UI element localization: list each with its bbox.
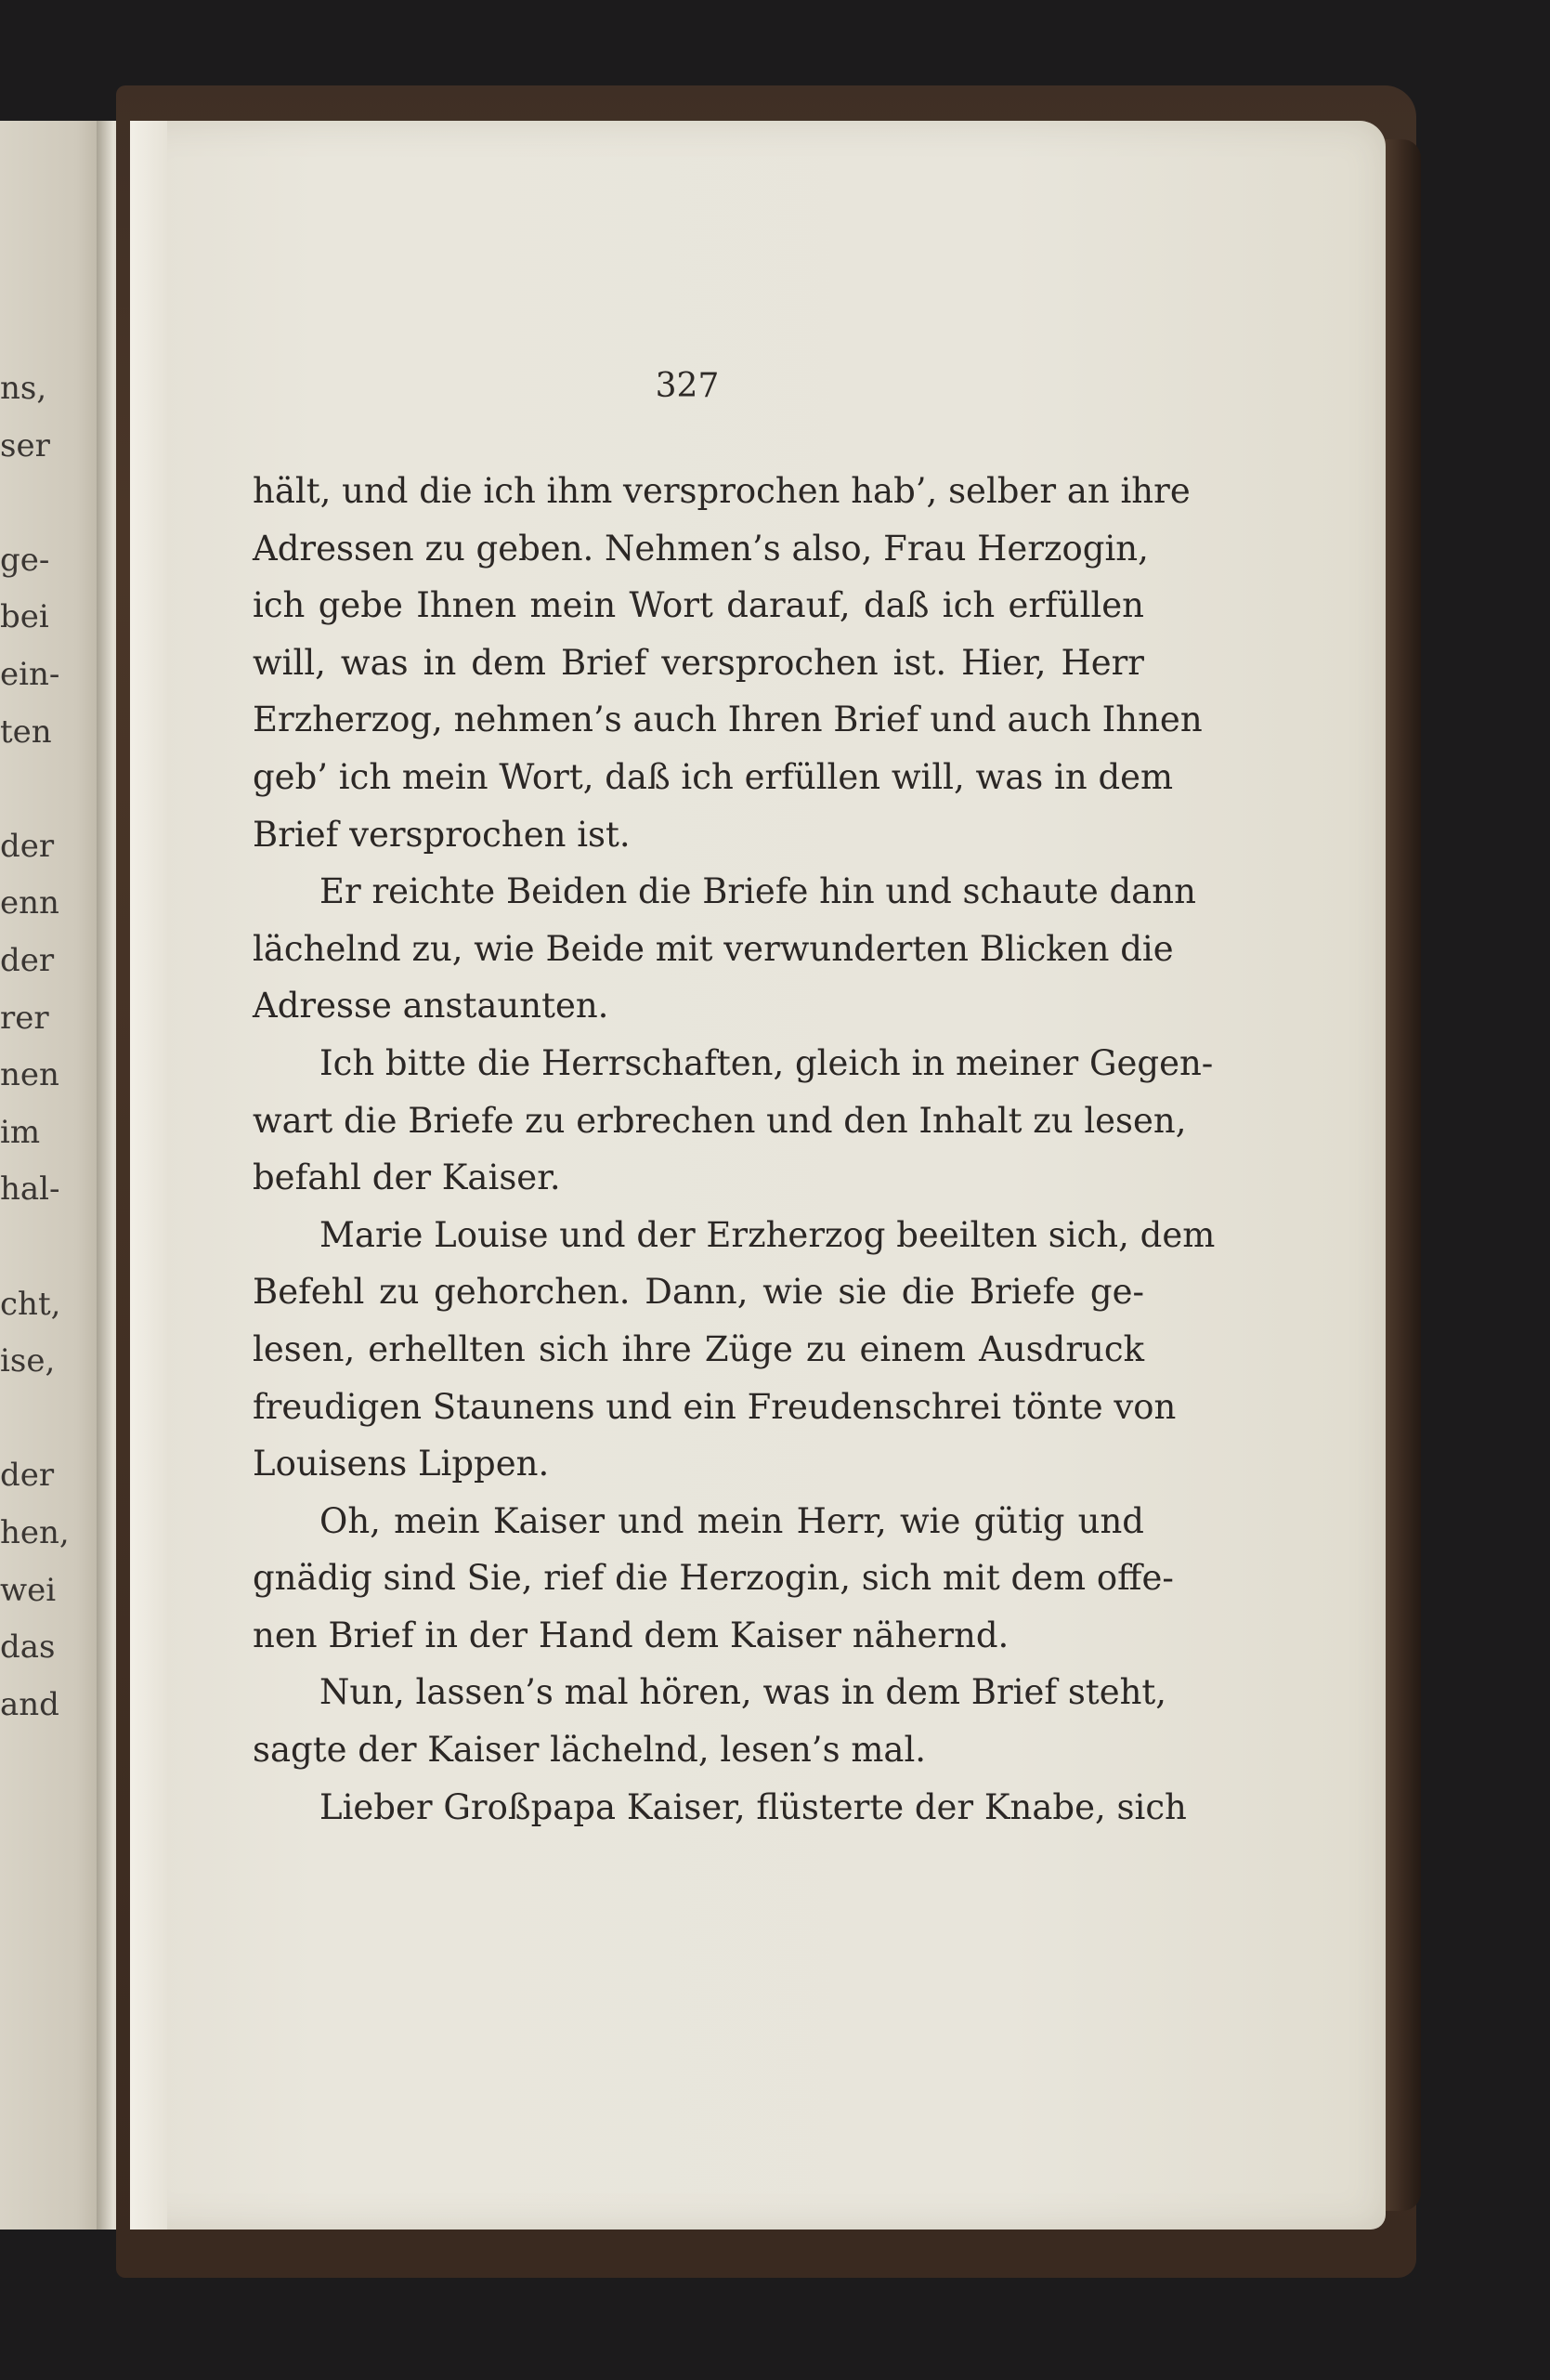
left-page-fragment: and [0,1685,59,1723]
left-page-fragment: ser [0,426,50,464]
text-line: Lieber Großpapa Kaiser, flüsterte der Knabe, sich [319,1786,1187,1827]
left-page-fragment: der [0,942,55,979]
page-inner-edge [130,121,167,2230]
text-line: Erzherzog, nehmen’s auch Ihren Brief und auch Ihnen [253,700,1203,740]
text-line: Befehl zu gehorchen. Dann, wie sie die Briefe ge- [253,1272,1144,1313]
text-line: Marie Louise und der Erzherzog beeilten sich, dem [319,1214,1216,1255]
text-line: lesen, erhellten sich ihre Züge zu einem Ausdruck [253,1328,1144,1369]
text-line: Adresse anstaunten. [253,986,609,1027]
left-page-fragment: ein- [0,656,60,693]
text-line: ich gebe Ihnen mein Wort darauf, daß ich erfüllen [253,585,1144,626]
text-line: hält, und die ich ihm versprochen hab’, selber an ihre [253,471,1191,511]
text-line: Adressen zu geben. Nehmen’s also, Frau Herzogin, [253,528,1149,569]
left-page-fragment: nen [0,1056,59,1094]
text-line: Brief versprochen ist. [253,814,631,855]
text-line: wart die Briefe zu erbrechen und den Inhalt zu lesen, [253,1100,1187,1141]
left-page-fragment: das [0,1628,56,1667]
text-line: nen Brief in der Hand dem Kaiser nähernd. [253,1615,1009,1655]
left-page-fragment: ise, [0,1342,56,1380]
left-page-fragment: der [0,1457,55,1495]
left-page-fragment: ten [0,713,52,751]
text-line: lächelnd zu, wie Beide mit verwunderten Blicken die [253,928,1174,969]
text-line: Er reichte Beiden die Briefe hin und schaute dann [319,871,1196,912]
left-page-fragment: rer [0,999,49,1037]
text-line: sagte der Kaiser lächelnd, lesen’s mal. [253,1730,927,1771]
left-page-fragment: ns, [0,370,47,407]
page-text [253,463,1216,1836]
left-facing-page [0,121,110,2230]
left-page-fragment: wei [0,1571,57,1609]
left-page-fragment: cht, [0,1285,61,1323]
left-page-fragment: der [0,827,55,865]
left-page-fragment: hen, [0,1514,70,1551]
left-page-fragment: bei [0,598,49,636]
text-line: Ich bitte die Herrschaften, gleich in meiner Gegen- [319,1042,1214,1083]
left-page-fragment: hal- [0,1170,60,1209]
text-line: befahl der Kaiser. [253,1157,561,1198]
text-line: Nun, lassen’s mal hören, was in dem Brief steht, [319,1672,1167,1713]
text-line: geb’ ich mein Wort, daß ich erfüllen will, was in dem [253,756,1174,797]
text-line: freudigen Staunens und ein Freudenschrei tönte von [253,1386,1177,1427]
text-line: Louisens Lippen. [253,1444,550,1484]
text-line: Oh, mein Kaiser und mein Herr, wie gütig und [319,1500,1144,1541]
text-line: gnädig sind Sie, rief die Herzogin, sich mit dem offe- [253,1558,1174,1599]
text-line: will, was in dem Brief versprochen ist. Hier, Herr [253,642,1144,683]
left-page-fragment: ge- [0,541,50,579]
page-number: 327 [655,367,720,405]
left-page-fragment: im [0,1113,41,1151]
left-page-fragment: enn [0,884,59,922]
